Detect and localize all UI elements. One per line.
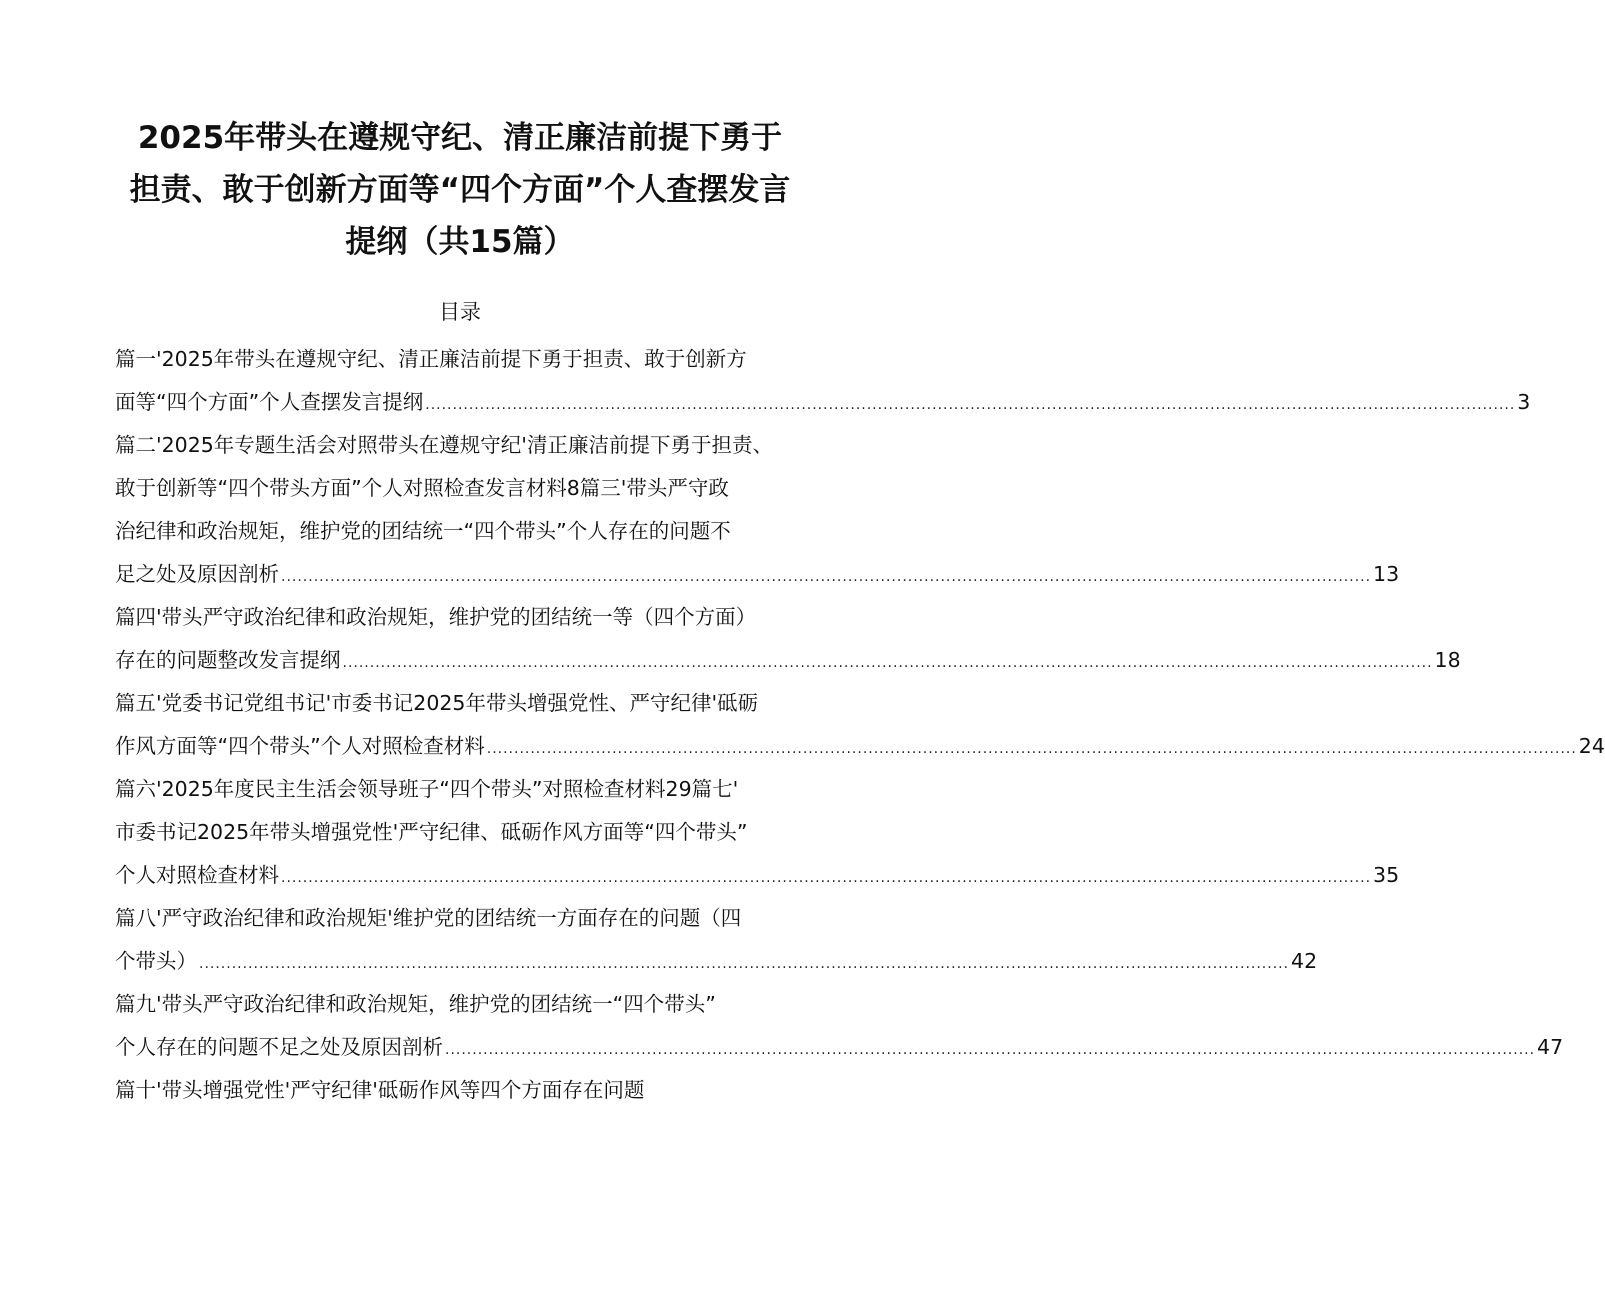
toc-dot-leader: ........................................................................................................................................................................................................ <box>445 1042 1536 1058</box>
toc-line-text: 篇五'党委书记党组书记'市委书记2025年带头增强党性、严守纪律'砥砺 <box>115 691 759 715</box>
toc-line-text: 足之处及原因剖析 <box>115 562 279 586</box>
toc-page-number: 47 <box>1537 1035 1564 1059</box>
toc-line-text: 篇二'2025年专题生活会对照带头在遵规守纪'清正廉洁前提下勇于担责、 <box>115 433 773 457</box>
toc-line-text: 篇六'2025年度民主生活会领导班子“四个带头”对照检查材料29篇七' <box>115 777 739 801</box>
toc-line-text: 个人对照检查材料 <box>115 863 279 887</box>
toc-line[interactable] <box>115 639 1461 682</box>
toc-line[interactable] <box>115 596 845 639</box>
toc-page-number: 42 <box>1291 949 1318 973</box>
toc-line-text: 篇八'严守政治纪律和政治规矩'维护党的团结统一方面存在的问题（四 <box>115 906 742 930</box>
toc-line-text: 市委书记2025年带头增强党性'严守纪律、砥砺作风方面等“四个带头” <box>115 820 748 844</box>
title-line: 担责、敢于创新方面等“四个方面”个人查摆发言 <box>129 172 791 208</box>
toc-dot-leader: ........................................................................................................................................................................................................ <box>281 870 1372 886</box>
toc-line-text: 存在的问题整改发言提纲 <box>115 648 341 672</box>
toc-line-text: 篇九'带头严守政治纪律和政治规矩，维护党的团结统一“四个带头” <box>115 992 716 1016</box>
toc-line[interactable] <box>115 940 1318 983</box>
toc-line[interactable] <box>115 768 845 811</box>
toc-line-text: 个人存在的问题不足之处及原因剖析 <box>115 1035 443 1059</box>
toc-line-text: 作风方面等“四个带头”个人对照检查材料 <box>115 734 485 758</box>
toc-page-number: 18 <box>1434 648 1461 672</box>
toc-line-text: 篇四'带头严守政治纪律和政治规矩，维护党的团结统一等（四个方面） <box>115 605 757 629</box>
toc-line[interactable] <box>115 553 1400 596</box>
toc-page-number: 35 <box>1373 863 1400 887</box>
toc-line-text: 敢于创新等“四个带头方面”个人对照检查发言材料8篇三'带头严守政 <box>115 476 729 500</box>
toc-line-text: 面等“四个方面”个人查摆发言提纲 <box>115 390 424 414</box>
toc-line[interactable] <box>115 381 1531 424</box>
toc-line[interactable] <box>115 811 845 854</box>
toc-line[interactable] <box>115 854 1400 897</box>
toc-dot-leader: ........................................................................................................................................................................................................ <box>281 569 1372 585</box>
title-line: 2025年带头在遵规守纪、清正廉洁前提下勇于 <box>137 120 783 156</box>
toc-line[interactable] <box>115 510 845 553</box>
toc-heading: 目录 <box>439 300 481 324</box>
toc-line[interactable] <box>115 424 845 467</box>
toc-dot-leader: ........................................................................................................................................................................................................ <box>425 397 1516 413</box>
toc-line[interactable] <box>115 1026 1564 1069</box>
toc-line-text: 个带头） <box>115 949 197 973</box>
toc-line[interactable] <box>115 983 845 1026</box>
toc-line[interactable] <box>115 338 845 381</box>
toc-line[interactable] <box>115 682 845 725</box>
toc-line[interactable] <box>115 725 1605 768</box>
toc-page-number: 3 <box>1517 390 1531 414</box>
toc-line-text: 篇一'2025年带头在遵规守纪、清正廉洁前提下勇于担责、敢于创新方 <box>115 347 747 371</box>
toc-line[interactable] <box>115 897 845 940</box>
toc-dot-leader: ........................................................................................................................................................................................................ <box>486 741 1577 757</box>
document-title <box>90 112 830 268</box>
table-of-contents <box>115 338 1605 1112</box>
title-line: 提纲（共15篇） <box>345 224 575 260</box>
toc-dot-leader: ........................................................................................................................................................................................................ <box>342 655 1433 671</box>
toc-line[interactable] <box>115 467 845 510</box>
toc-line-text: 治纪律和政治规矩，维护党的团结统一“四个带头”个人存在的问题不 <box>115 519 731 543</box>
toc-page-number: 24 <box>1578 734 1605 758</box>
toc-page-number: 13 <box>1373 562 1400 586</box>
toc-dot-leader: ........................................................................................................................................................................................................ <box>199 956 1290 972</box>
toc-line[interactable] <box>115 1069 845 1112</box>
toc-line-text: 篇十'带头增强党性'严守纪律'砥砺作风等四个方面存在问题 <box>115 1078 645 1102</box>
